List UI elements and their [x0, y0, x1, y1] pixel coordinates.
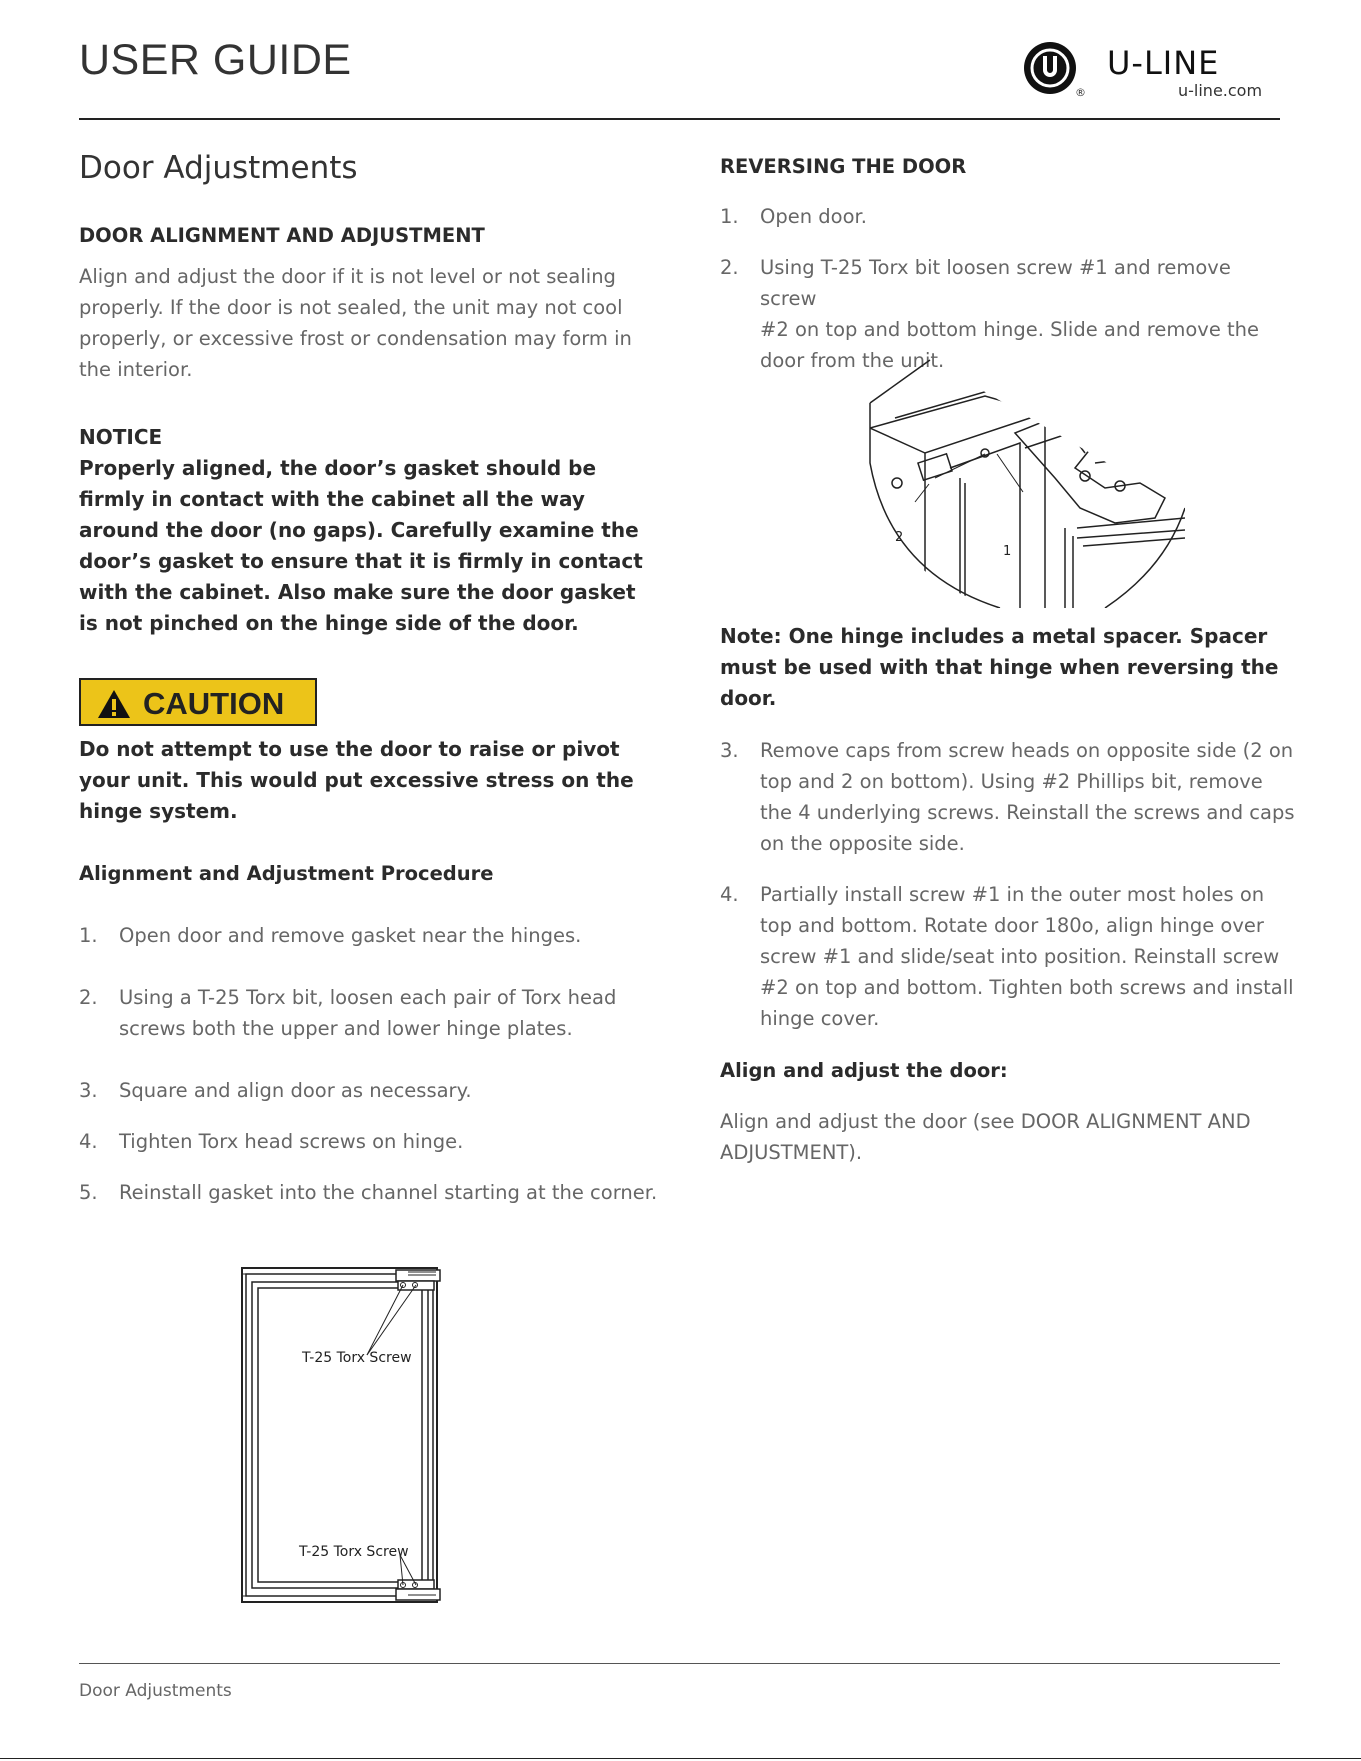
hinge-label-2: 2: [895, 530, 904, 545]
note-line: must be used with that hinge when reversing the: [720, 655, 1279, 679]
caution-badge: [79, 678, 317, 726]
align-line: Align and adjust the door (see DOOR ALIGNMENT AND: [720, 1110, 1251, 1133]
align-heading: Align and adjust the door:: [720, 1059, 1008, 1082]
top-hinge-icon: [396, 1270, 440, 1290]
header-rule: [79, 118, 1280, 120]
page-edge: [0, 1758, 1361, 1759]
brand-name: U-LINE: [1107, 44, 1220, 82]
intro-line: Align and adjust the door if it is not level or not sealing: [79, 265, 616, 288]
list-item: 1. Open door.: [720, 205, 867, 228]
u-line-logo-icon: [1020, 38, 1280, 104]
list-item: 4. Tighten Torx head screws on hinge.: [79, 1130, 464, 1153]
procedure-heading: Alignment and Adjustment Procedure: [79, 862, 494, 885]
note-line: Note: One hinge includes a metal spacer. Spacer: [720, 624, 1268, 648]
list-item: 5. Reinstall gasket into the channel starting at the corner.: [79, 1181, 658, 1204]
notice-line: door’s gasket to ensure that it is firmly in contact: [79, 549, 643, 573]
warning-triangle-icon: [97, 689, 131, 719]
caution-line: hinge system.: [79, 799, 238, 823]
list-item: 2. Using a T-25 Torx bit, loosen each pair of Torx head screws both the upper and lower hinge plates.: [79, 986, 617, 1040]
reversing-steps-a: [720, 201, 1290, 376]
notice-line: with the cabinet. Also make sure the door gasket: [79, 580, 636, 604]
door-hinge-figure: [230, 1260, 450, 1610]
notice-label: NOTICE: [79, 425, 163, 449]
list-item: 4. Partially install screw #1 in the outer most holes on top and bottom. Rotate door 180o, align hinge over screw #1 and slide/seat into position. Reinstall screw #2 on top and bottom. Tighten both screws and install hinge cover.: [720, 883, 1294, 1030]
note-line: door.: [720, 686, 777, 710]
intro-line: the interior.: [79, 358, 193, 381]
list-item: 2. Using T-25 Torx bit loosen screw #1 and remove screw #2 on top and bottom hinge. Slide and remove the door from the unit.: [720, 256, 1260, 372]
caution-line: Do not attempt to use the door to raise or pivot: [79, 737, 620, 761]
notice-line: Properly aligned, the door’s gasket should be: [79, 456, 597, 480]
footer-label: Door Adjustments: [79, 1681, 232, 1701]
intro-line: properly, or excessive frost or condensation may form in: [79, 327, 632, 350]
list-item: 3. Square and align door as necessary.: [79, 1079, 472, 1102]
brand-logo: [1020, 38, 1280, 104]
notice-line: is not pinched on the hinge side of the door.: [79, 611, 579, 635]
list-item: 3. Remove caps from screw heads on opposite side (2 on top and 2 on bottom). Using #2 Phillips bit, remove the 4 underlying screws. Reinstall the screws and caps on the opposite side.: [720, 739, 1295, 855]
torx-screw-label-bottom: T-25 Torx Screw: [299, 1544, 409, 1560]
section-heading-reversing: REVERSING THE DOOR: [720, 155, 967, 178]
list-item: 1. Open door and remove gasket near the hinges.: [79, 924, 582, 947]
page-title: Door Adjustments: [79, 150, 358, 186]
registered-mark: ®: [1075, 86, 1086, 99]
torx-screw-label-top: T-25 Torx Screw: [302, 1350, 412, 1366]
notice-line: firmly in contact with the cabinet all the way: [79, 487, 585, 511]
notice-line: around the door (no gaps). Carefully examine the: [79, 518, 639, 542]
align-line: ADJUSTMENT).: [720, 1141, 863, 1164]
align-paragraph: [720, 1106, 1290, 1168]
intro-line: properly. If the door is not sealed, the unit may not cool: [79, 296, 623, 319]
caution-label: CAUTION: [143, 686, 285, 721]
procedure-steps: [79, 920, 679, 1208]
notice-block: [79, 422, 659, 639]
spacer-note: [720, 621, 1300, 714]
header-title: USER GUIDE: [79, 36, 352, 84]
reversing-steps-b: [720, 735, 1300, 1034]
section-heading-alignment: DOOR ALIGNMENT AND ADJUSTMENT: [79, 224, 485, 247]
hinge-label-1: 1: [1003, 544, 1012, 559]
website: u-line.com: [1178, 81, 1263, 100]
hinge-figure: [865, 358, 1185, 608]
footer-rule: [79, 1663, 1280, 1664]
caution-line: your unit. This would put excessive stress on the: [79, 768, 634, 792]
intro-paragraph: [79, 261, 639, 385]
caution-text-block: [79, 734, 659, 827]
